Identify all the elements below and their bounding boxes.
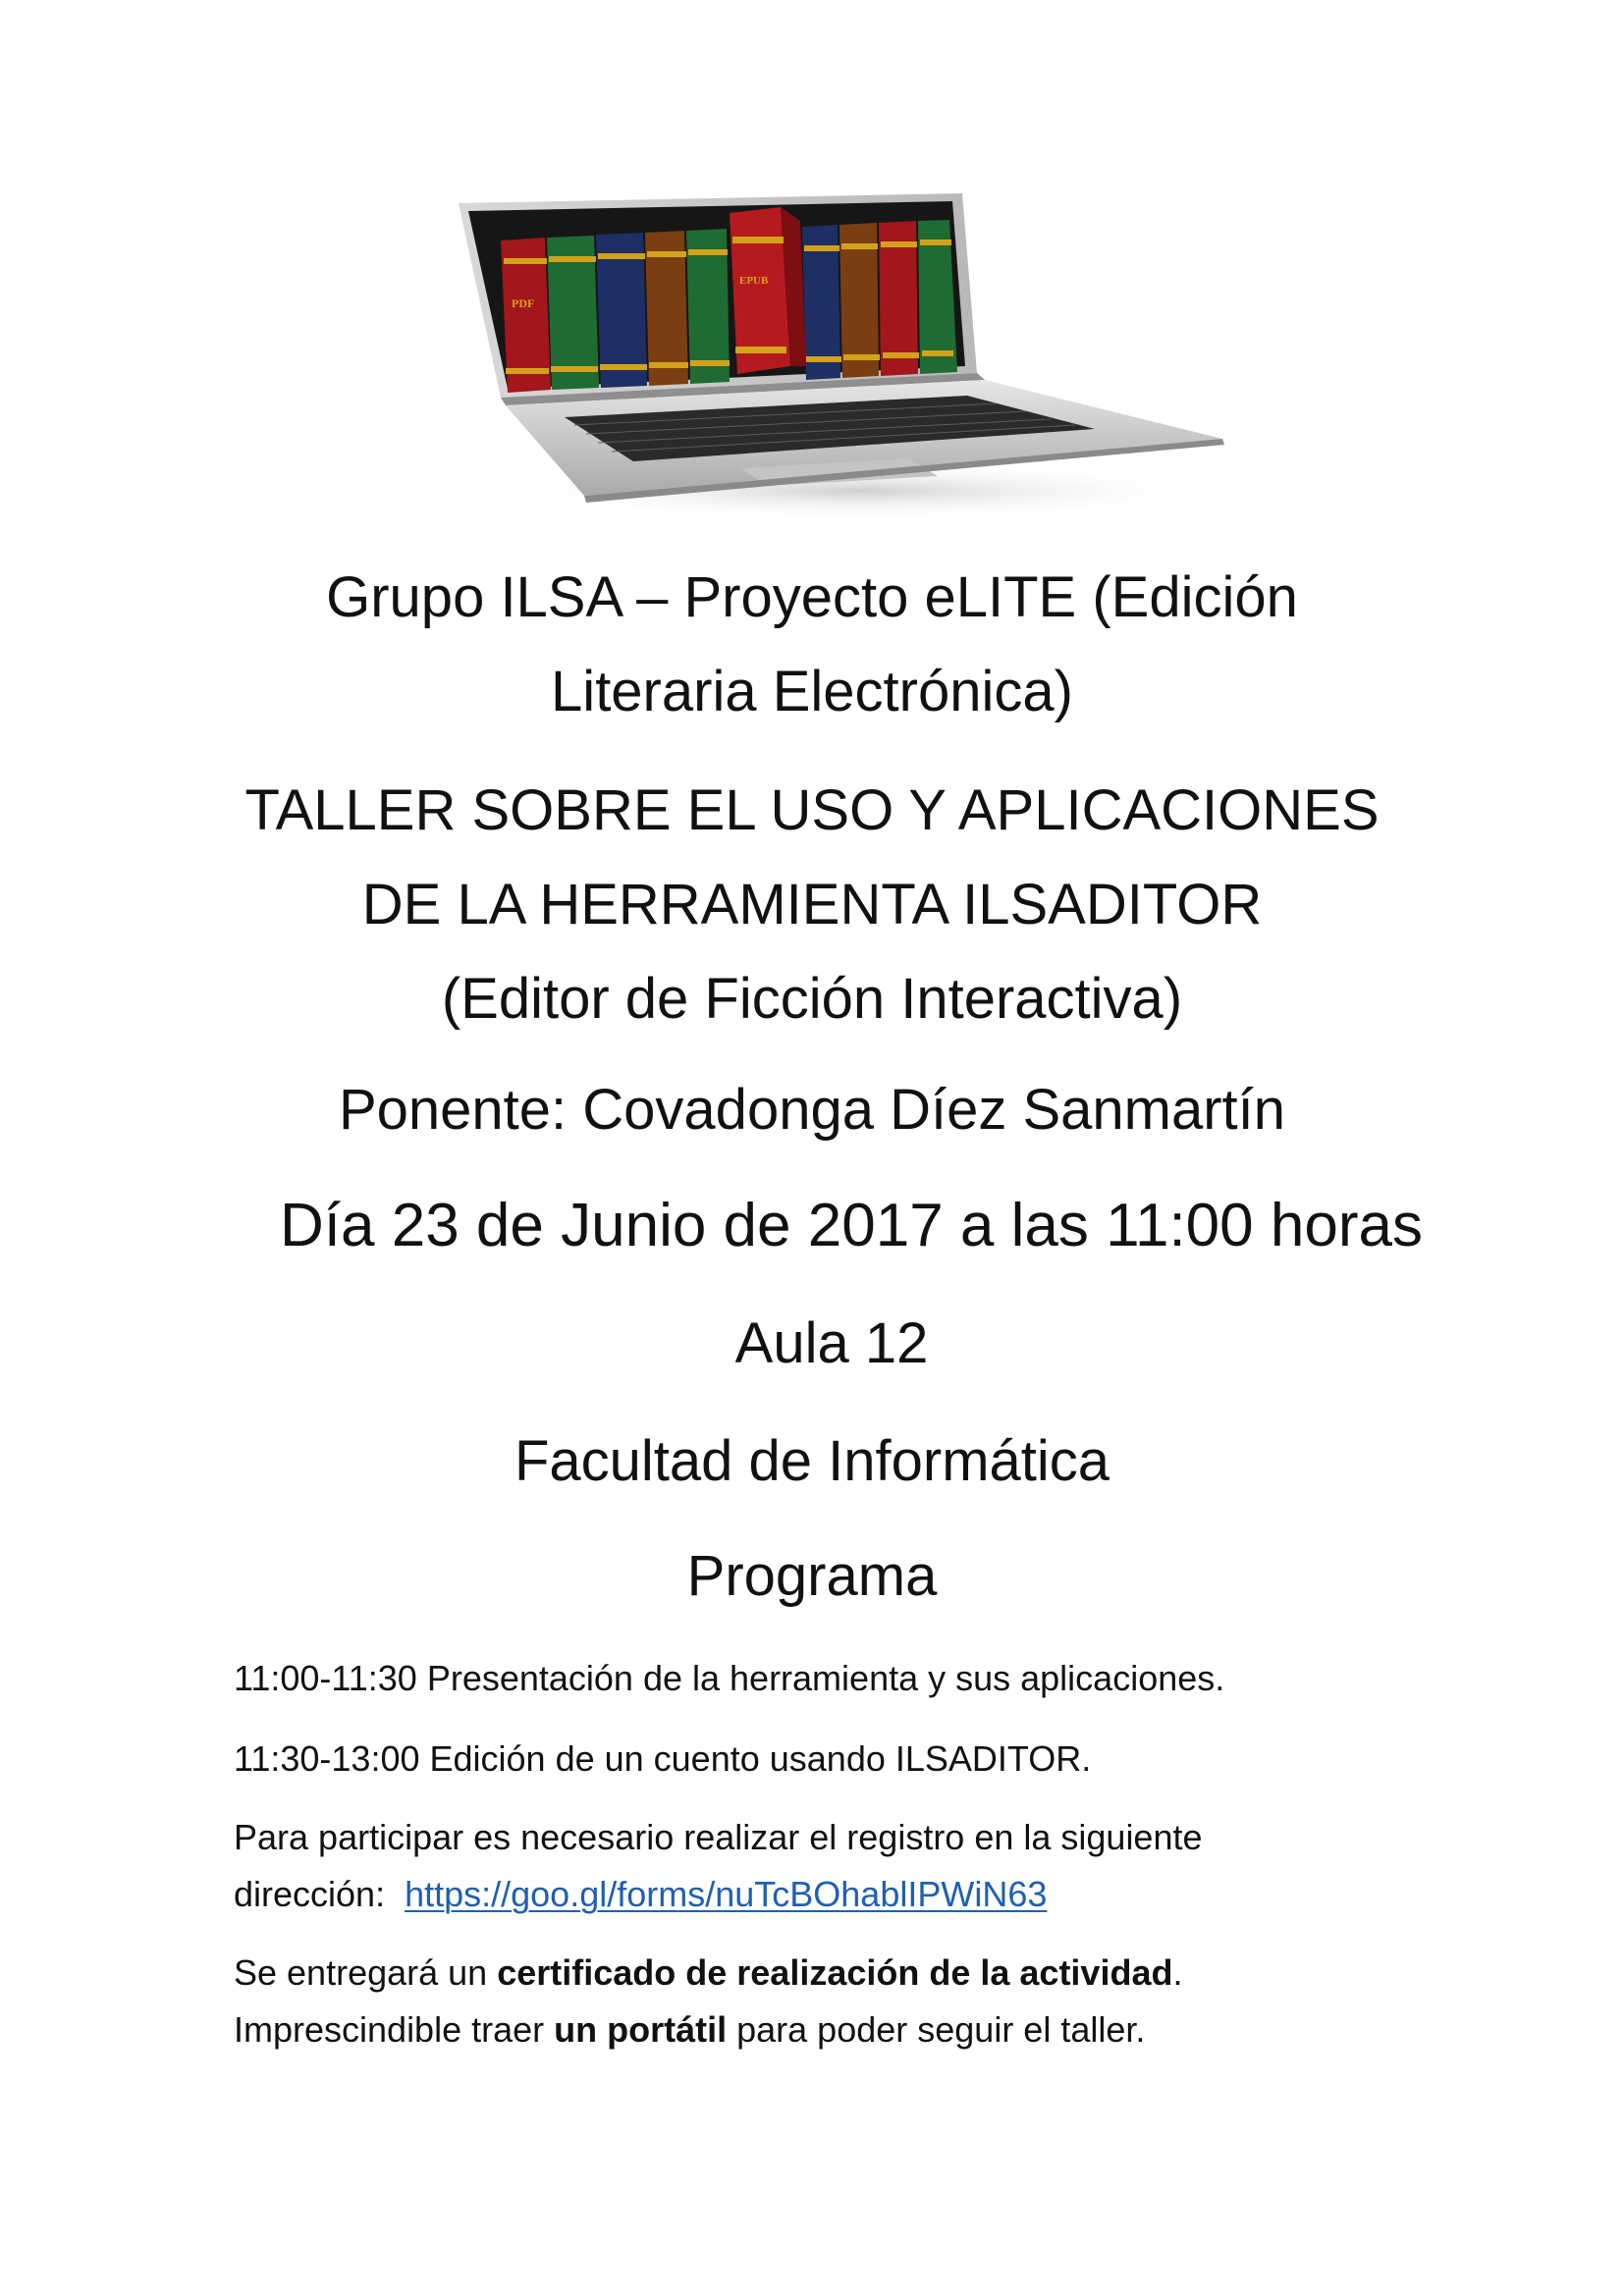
laptop-note: [234, 2009, 1392, 2050]
title-line-2: DE LA HERRAMIENTA ILSADITOR: [361, 873, 1263, 936]
registration-link[interactable]: https://goo.gl/forms/nuTcBOhablIPWiN63: [405, 1874, 1048, 1914]
registration-prefix: dirección:: [234, 1874, 406, 1914]
cert-suffix: .: [1172, 1952, 1183, 1993]
laptop-prefix: Imprescindible traer: [234, 2009, 555, 2050]
registration-line-1: Para participar es necesario realizar el registro en la siguiente: [234, 1817, 1203, 1857]
group-line-2: Literaria Electrónica): [551, 660, 1073, 723]
cert-prefix: Se entregará un: [234, 1952, 498, 1993]
program-item-2: 11:30-13:00 Edición de un cuento usando ILSADITOR.: [234, 1738, 1092, 1779]
laptop-suffix: para poder seguir el taller.: [727, 2009, 1146, 2050]
program-heading: Programa: [686, 1544, 938, 1608]
cert-bold: certificado de realización de la actividad: [497, 1952, 1173, 1993]
title-line-1: TALLER SOBRE EL USO Y APLICACIONES: [244, 778, 1380, 842]
laptop-bold: un portátil: [554, 2009, 728, 2050]
speaker-line: Ponente: Covadonga Díez Sanmartín: [338, 1078, 1286, 1142]
date-line: Día 23 de Junio de 2017 a las 11:00 horas: [280, 1192, 1423, 1259]
program-item-1: 11:00-11:30 Presentación de la herramienta y sus aplicaciones.: [234, 1658, 1225, 1698]
group-line-1: Grupo ILSA – Proyecto eLITE (Edición: [326, 565, 1298, 629]
book-label-epub: EPUB: [739, 275, 769, 287]
book-label-pdf: PDF: [512, 296, 535, 310]
registration-line-2: [234, 1874, 1392, 1914]
hero-illustration: [447, 182, 1262, 525]
certificate-note: [234, 1952, 1392, 1993]
title-line-3: (Editor de Ficción Interactiva): [441, 967, 1183, 1031]
faculty-line: Facultad de Informática: [514, 1429, 1110, 1493]
room-line: Aula 12: [734, 1311, 929, 1375]
laptop-with-books-icon: [447, 182, 1262, 525]
